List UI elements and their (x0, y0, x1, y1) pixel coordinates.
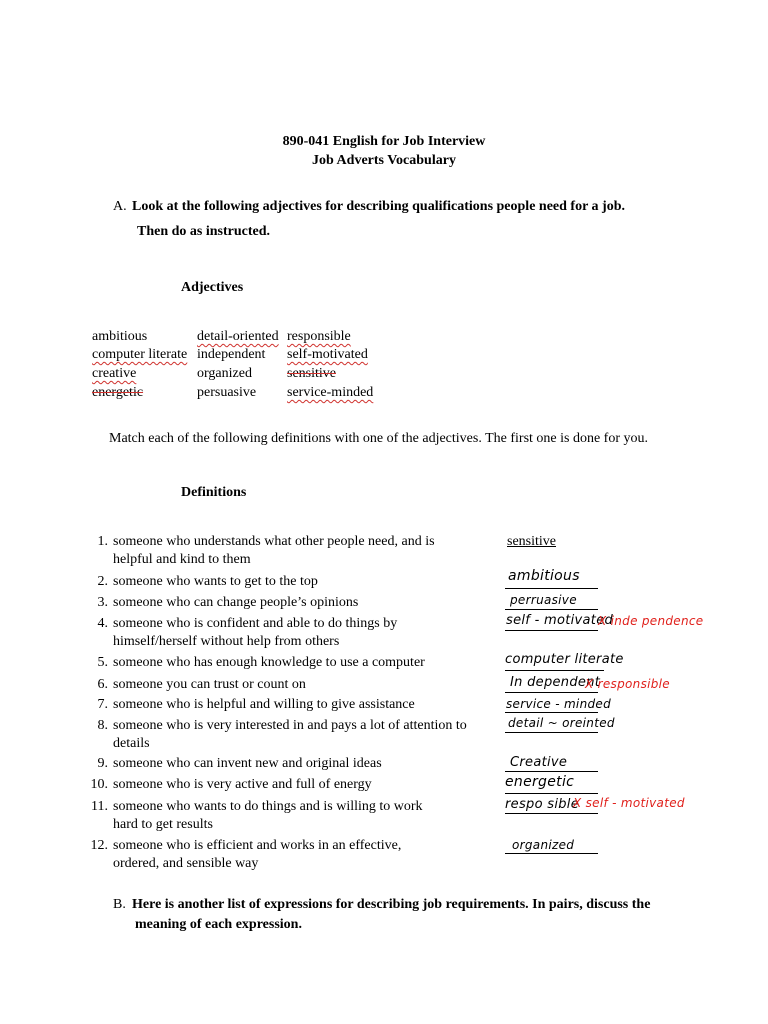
definition-text: someone who wants to get to the top (113, 574, 318, 589)
handwritten-answer: respo sible (505, 797, 580, 812)
adjective: organized (197, 366, 252, 381)
handwritten-answer: detail ~ oreinted (508, 716, 615, 730)
answer-typed: sensitive (507, 534, 556, 549)
definition-number: 1. (97, 534, 108, 549)
answer-blank (505, 692, 598, 693)
answer-blank (505, 813, 598, 814)
answer-blank (505, 732, 598, 733)
page-title: 890-041 English for Job Interview (282, 134, 486, 149)
adjective: persuasive (197, 385, 257, 400)
handwritten-answer: organized (512, 838, 575, 852)
definition-number: 9. (97, 756, 108, 771)
section-b-instruction-1: Here is another list of expressions for describing job requirements. In pairs, discuss the (132, 897, 651, 912)
match-instruction: Match each of the following definitions with one of the adjectives. The first one is done for you. (109, 431, 648, 446)
definition-number: 2. (97, 574, 108, 589)
adjective: sensitive (287, 366, 336, 381)
adjective: self-motivated (287, 347, 368, 362)
section-a-instruction-1: Look at the following adjectives for describing qualifications people need for a job. (132, 199, 625, 214)
handwritten-answer: service - minded (506, 697, 611, 711)
definition-number: 7. (97, 697, 108, 712)
section-b-instruction-2: meaning of each expression. (135, 917, 302, 932)
red-correction: X responsible (585, 677, 670, 691)
handwritten-answer: energetic (505, 774, 575, 790)
handwritten-answer: Creative (510, 755, 568, 770)
adjective: creative (92, 366, 137, 381)
handwritten-answer: self - motivated (506, 613, 614, 628)
red-correction: X self - motivated (573, 796, 685, 810)
adjective: computer literate (92, 347, 188, 362)
definitions-heading: Definitions (181, 485, 247, 500)
answer-blank (505, 609, 598, 610)
definition-text: someone who is very interested in and pays a lot of attention to (113, 718, 467, 733)
section-a-instruction-2: Then do as instructed. (137, 224, 271, 239)
definition-text: someone who understands what other people need, and is (113, 534, 435, 549)
answer-blank (505, 588, 598, 589)
definition-number: 11. (91, 799, 108, 814)
adjective: service-minded (287, 385, 374, 400)
definition-number: 12. (90, 838, 108, 853)
answer-blank (505, 771, 598, 772)
definition-text: someone who has enough knowledge to use a computer (113, 655, 425, 670)
handwritten-answer: In dependent (510, 675, 601, 690)
handwritten-answer: perruasive (510, 593, 577, 607)
adjective: responsible (287, 329, 351, 344)
red-correction: X inde pendence (598, 614, 704, 628)
definition-text: someone you can trust or count on (113, 677, 306, 692)
section-a-letter: A. (113, 199, 127, 214)
handwritten-answer: computer literate (505, 652, 624, 667)
definition-text: someone who wants to do things and is willing to work (113, 799, 423, 814)
definition-number: 8. (97, 718, 108, 733)
definition-text: someone who is very active and full of energy (113, 777, 372, 792)
definition-text: hard to get results (113, 817, 213, 832)
definition-number: 4. (97, 616, 108, 631)
answer-blank (505, 712, 598, 713)
definition-text: helpful and kind to them (113, 552, 251, 567)
adjective: independent (197, 347, 266, 362)
answer-blank (505, 670, 604, 671)
definition-text: ordered, and sensible way (113, 856, 259, 871)
answer-blank (505, 793, 598, 794)
definition-text: details (113, 736, 150, 751)
definition-text: someone who is efficient and works in an effective, (113, 838, 402, 853)
definition-number: 10. (90, 777, 108, 792)
definition-text: someone who can change people’s opinions (113, 595, 359, 610)
answer-blank (505, 630, 598, 631)
section-b-letter: B. (113, 897, 126, 912)
adjectives-heading: Adjectives (181, 280, 244, 295)
definition-number: 6. (97, 677, 108, 692)
definition-number: 5. (97, 655, 108, 670)
adjective: detail-oriented (197, 329, 279, 344)
definition-text: someone who can invent new and original ideas (113, 756, 382, 771)
definition-number: 3. (97, 595, 108, 610)
handwritten-answer: ambitious (508, 568, 580, 584)
definition-text: someone who is helpful and willing to give assistance (113, 697, 415, 712)
definition-text: himself/herself without help from others (113, 634, 340, 649)
answer-blank (505, 853, 598, 854)
adjective: energetic (92, 385, 144, 400)
adjective: ambitious (92, 329, 148, 344)
page-subtitle: Job Adverts Vocabulary (312, 153, 456, 168)
definition-text: someone who is confident and able to do things by (113, 616, 398, 631)
